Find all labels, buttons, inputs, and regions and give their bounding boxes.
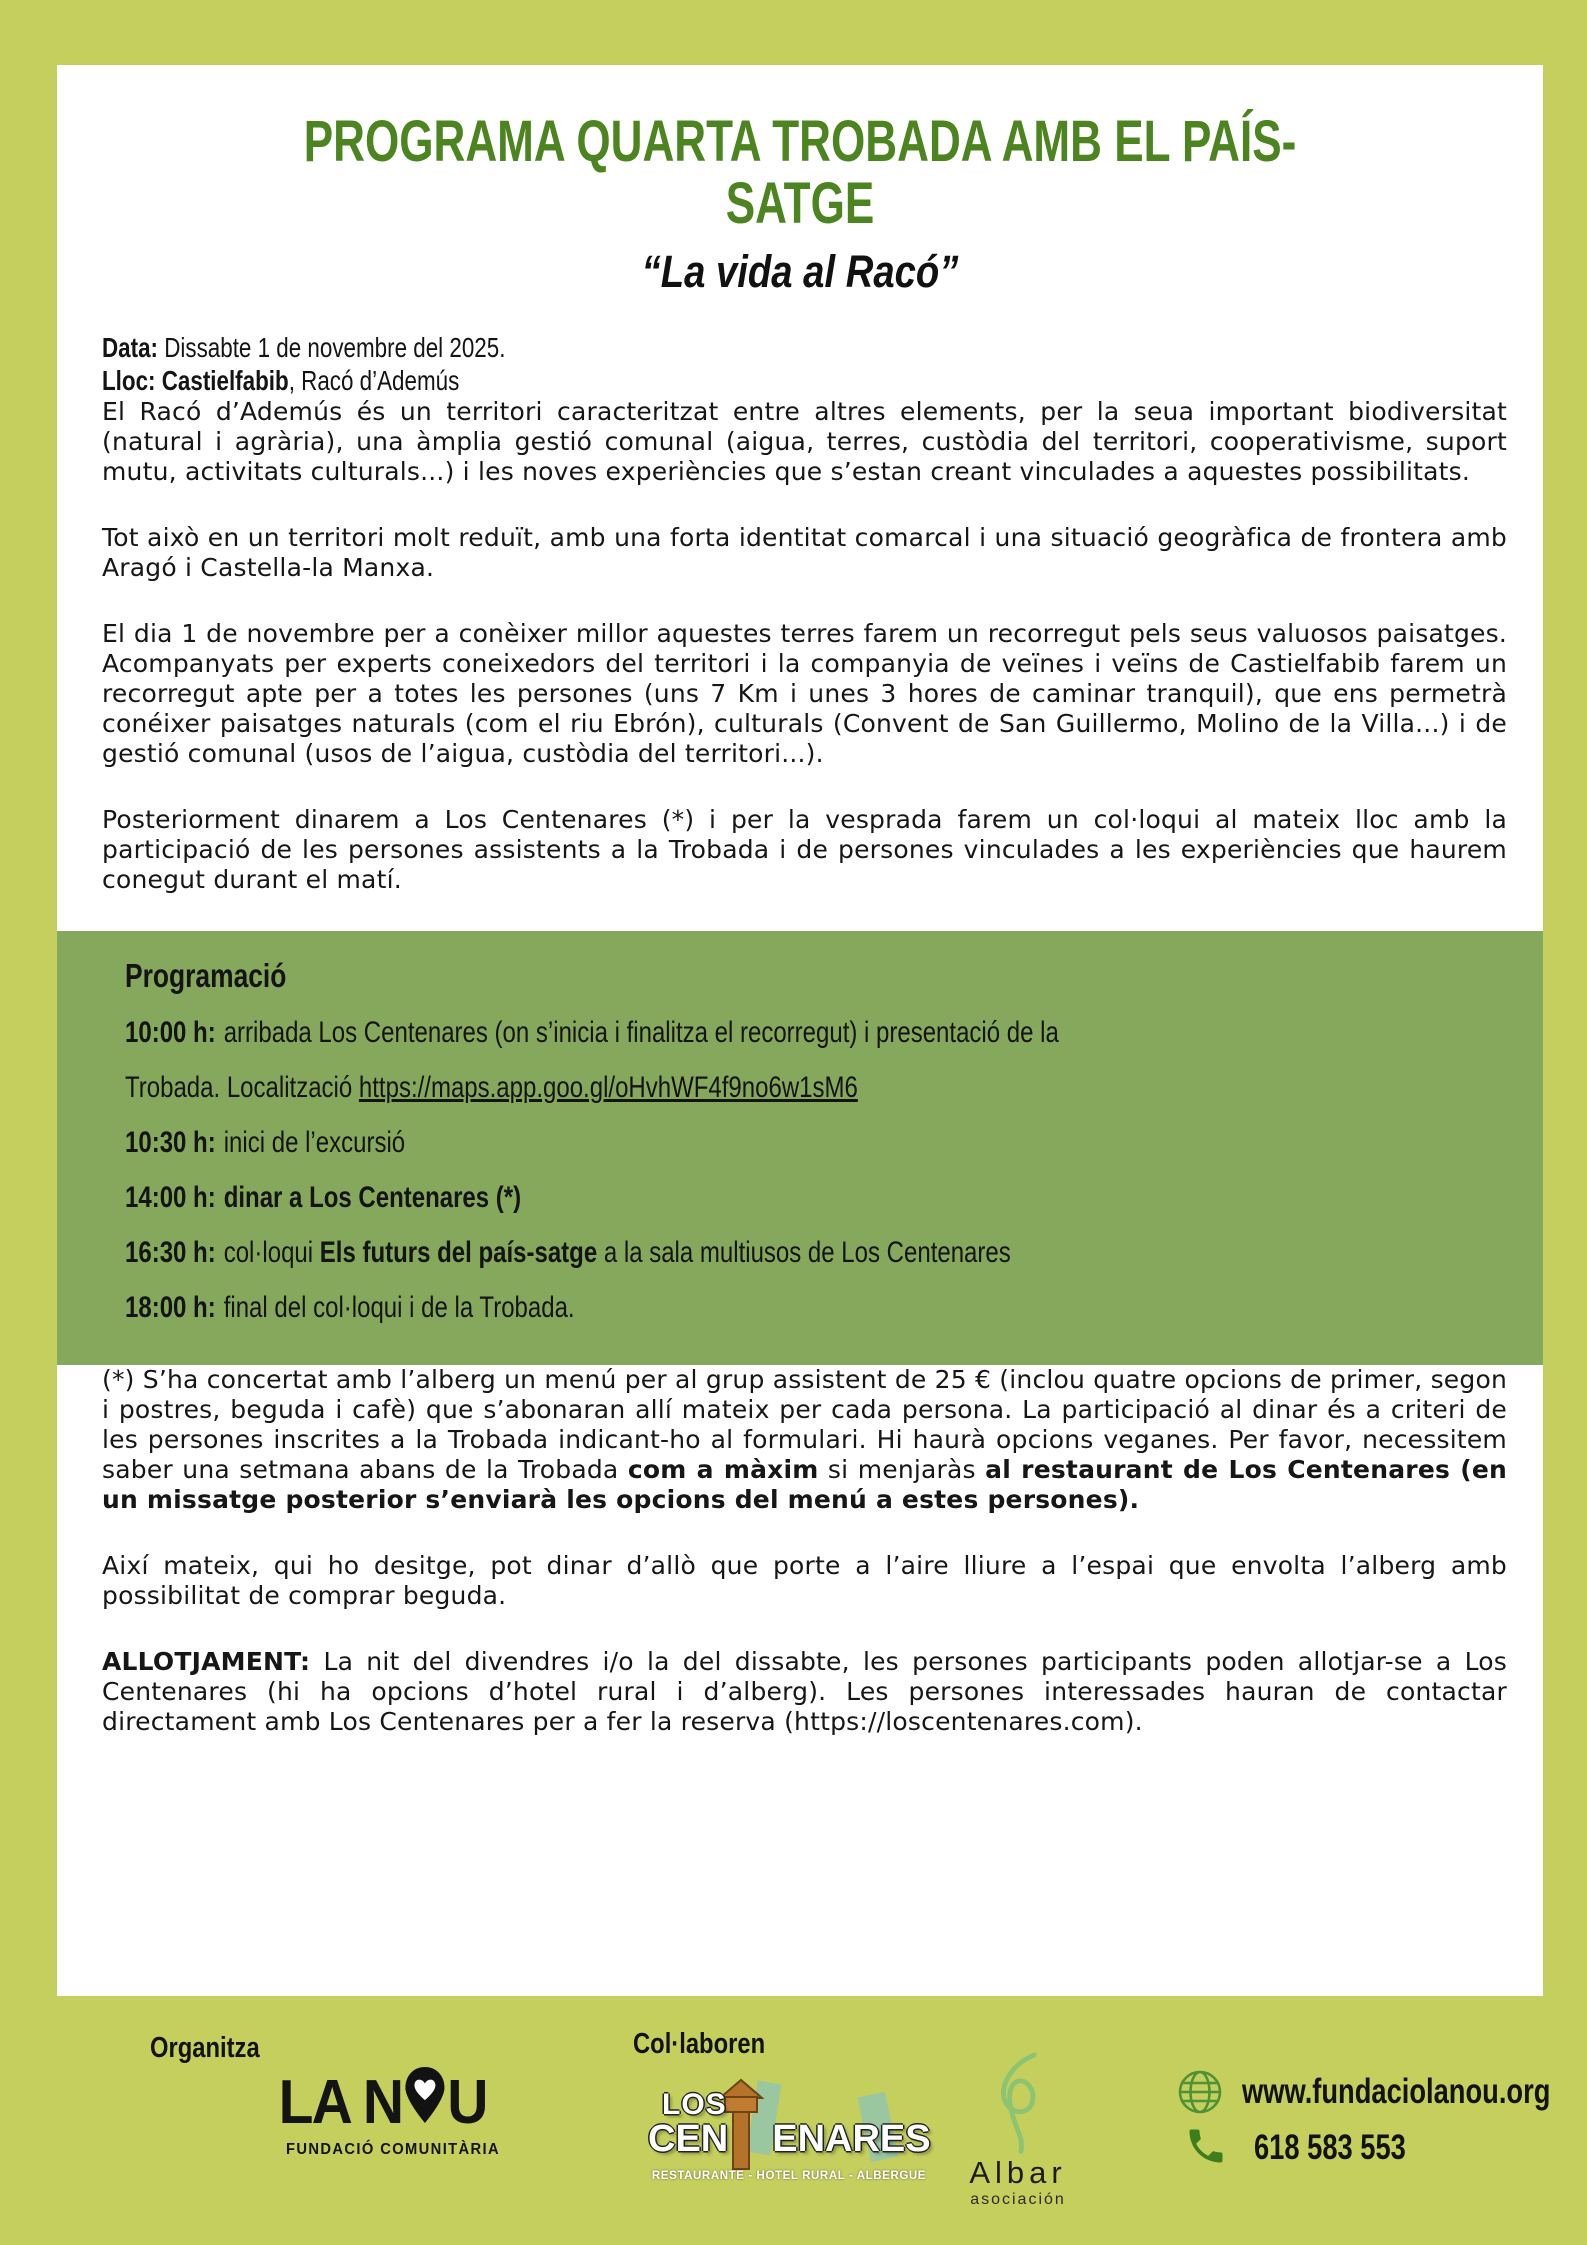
albar-logo: [958, 2052, 1078, 2209]
page-title-text: PROGRAMA QUARTA TROBADA AMB EL PAÍS-SATGE: [303, 109, 1297, 236]
centenares-line1: LOS: [662, 2088, 727, 2121]
program-time: 16:30 h:: [125, 1236, 216, 1269]
organitza-label: Organitza: [150, 2032, 260, 2064]
footnote-bold: com a màxim: [627, 1455, 819, 1484]
page-subtitle: [57, 247, 1543, 297]
lunch-footnote: [102, 1365, 1507, 1515]
page-subtitle-text: “La vida al Racó”: [641, 246, 959, 297]
lanou-pin-icon: [402, 2066, 447, 2139]
program-item-1400: [125, 1170, 1483, 1225]
lanou-tagline: FUNDACIÓ COMUNITÀRIA: [286, 2141, 501, 2158]
content-area: [57, 331, 1543, 1737]
albar-tagline: asociación: [970, 2191, 1066, 2208]
program-time: 10:00 h:: [125, 1016, 216, 1049]
program-text: Trobada. Localització: [125, 1071, 359, 1104]
program-text: col·loqui: [223, 1236, 320, 1269]
date-value: Dissabte 1 de novembre del 2025.: [158, 332, 506, 363]
event-meta: [102, 331, 1507, 397]
footnote-bold: al restaurant de Los Centenares (en un missatge posterior s’enviarà les opcions del menú a estes persones).: [102, 1455, 1507, 1514]
program-text-bold: Els futurs del país-satge: [319, 1236, 598, 1269]
intro-paragraph-2: Tot això en un territori molt reduït, amb una forta identitat comarcal i una situació geogràfica de frontera amb Aragó i Castella-la Manxa.: [102, 523, 1507, 582]
program-text: arribada Los Centenares (on s’inicia i finalitza el recorregut) i presentació de la: [223, 1016, 1059, 1049]
website-text[interactable]: www.fundaciolanou.org: [1242, 2072, 1551, 2111]
accommodation-note: [102, 1647, 1507, 1737]
accommodation-label: ALLOTJAMENT:: [102, 1647, 311, 1676]
footnote-text: si menjaràs: [818, 1455, 986, 1484]
footnote-text: (*) S’ha concertat amb l’alberg un menú per al grup assistent de 25 € (inclou quatre opcions de primer, segon i postres, beguda i cafè) que s’abonaran allí mateix per cada persona. La participació al dinar és a criteri de les persones inscrites a la Trobada indicant-ho al formulari. Hi haurà opcions veganes. Per favor, necessitem saber una setmana abans de la Trobada: [102, 1365, 1507, 1484]
centenares-tagline: RESTAURANTE - HOTEL RURAL - ALBERGUE: [651, 2170, 927, 2182]
centenares-line2: CEN ENARES: [648, 2118, 931, 2160]
page-title: [57, 111, 1543, 235]
phone-icon: [1184, 2124, 1228, 2173]
intro-paragraph-3: El dia 1 de novembre per a conèixer millor aquestes terres farem un recorregut pels seus valuosos paisatges. Acompanyats per experts coneixedors del territori i la companyia de veïnes i veïns de Castielfabib farem un recorregut apte per a totes les persones (uns 7 Km i unes 3 hores de caminar tranquil), que ens permetrà conéixer paisatges naturals (com el riu Ebrón), culturals (Convent de San Guillermo, Molino de la Villa...) i de gestió comunal (usos de l’aigua, custòdia del territori...).: [102, 619, 1507, 768]
centenares-logo: [648, 2088, 930, 2180]
program-text: a la sala multiusos de Los Centenares: [597, 1236, 1011, 1269]
date-label: Data:: [102, 332, 159, 363]
place-label: Lloc: Castielfabib: [102, 365, 289, 396]
program-item-1000: [125, 1005, 1483, 1060]
program-time: 18:00 h:: [125, 1291, 216, 1324]
event-date-line: [102, 331, 1507, 364]
program-item-1800: [125, 1280, 1483, 1335]
lanou-name-before: LA N: [278, 2067, 403, 2137]
collaboren-label: Col·laboren: [633, 2028, 766, 2060]
albar-name: Albar: [969, 2155, 1067, 2190]
footer: [0, 1996, 1587, 2245]
globe-icon: [1176, 2068, 1224, 2121]
program-item-1630: [125, 1225, 1483, 1280]
intro-paragraph-1: El Racó d’Ademús és un territori caracteritzat entre altres elements, per la seua important biodiversitat (natural i agrària), una àmplia gestió comunal (aigua, terres, custòdia del territori, cooperativisme, suport mutu, activitats culturals...) i les noves experiències que s’estan creant vinculades a aquestes possibilitats.: [102, 397, 1507, 486]
program-time: 10:30 h:: [125, 1126, 216, 1159]
intro-paragraph-4: Posteriorment dinarem a Los Centenares (*) i per la vesprada farem un col·loqui al mateix lloc amb la participació de les persones assistents a la Trobada i de persones vinculades a les experiències que haurem conegut durant el matí.: [102, 805, 1507, 894]
albar-mark-icon: [958, 2052, 1078, 2161]
lanou-name: [278, 2066, 487, 2139]
lanou-name-after: U: [447, 2067, 487, 2137]
program-time: 14:00 h:: [125, 1181, 216, 1214]
picnic-note: Així mateix, qui ho desitge, pot dinar d’allò que porte a l’aire lliure a l’espai que envolta l’alberg amb possibilitat de comprar beguda.: [102, 1551, 1507, 1610]
program-heading: Programació: [125, 957, 287, 994]
flyer-page: [57, 65, 1543, 1996]
lanou-logo: [278, 2066, 501, 2159]
program-text: dinar a Los Centenares (*): [223, 1181, 522, 1214]
place-value: , Racó d’Ademús: [288, 365, 460, 396]
program-text: final del col·loqui i de la Trobada.: [223, 1291, 575, 1324]
phone-text[interactable]: 618 583 553: [1254, 2128, 1406, 2167]
program-item-1030: [125, 1115, 1483, 1170]
program-section: [57, 931, 1543, 1365]
maps-link[interactable]: https://maps.app.goo.gl/oHvhWF4f9no6w1sM6: [358, 1071, 858, 1104]
program-item-1000-line2: [125, 1060, 1483, 1115]
program-text: inici de l’excursió: [223, 1126, 406, 1159]
event-place-line: [102, 364, 1507, 397]
accommodation-text: La nit del divendres i/o la del dissabte, les persones participants poden allotjar-se a Los Centenares (hi ha opcions d’hotel rural i d’alberg). Les persones interessades hauran de contactar directament amb Los Centenares per a fer la reserva (https://loscentenares.com).: [102, 1647, 1507, 1736]
